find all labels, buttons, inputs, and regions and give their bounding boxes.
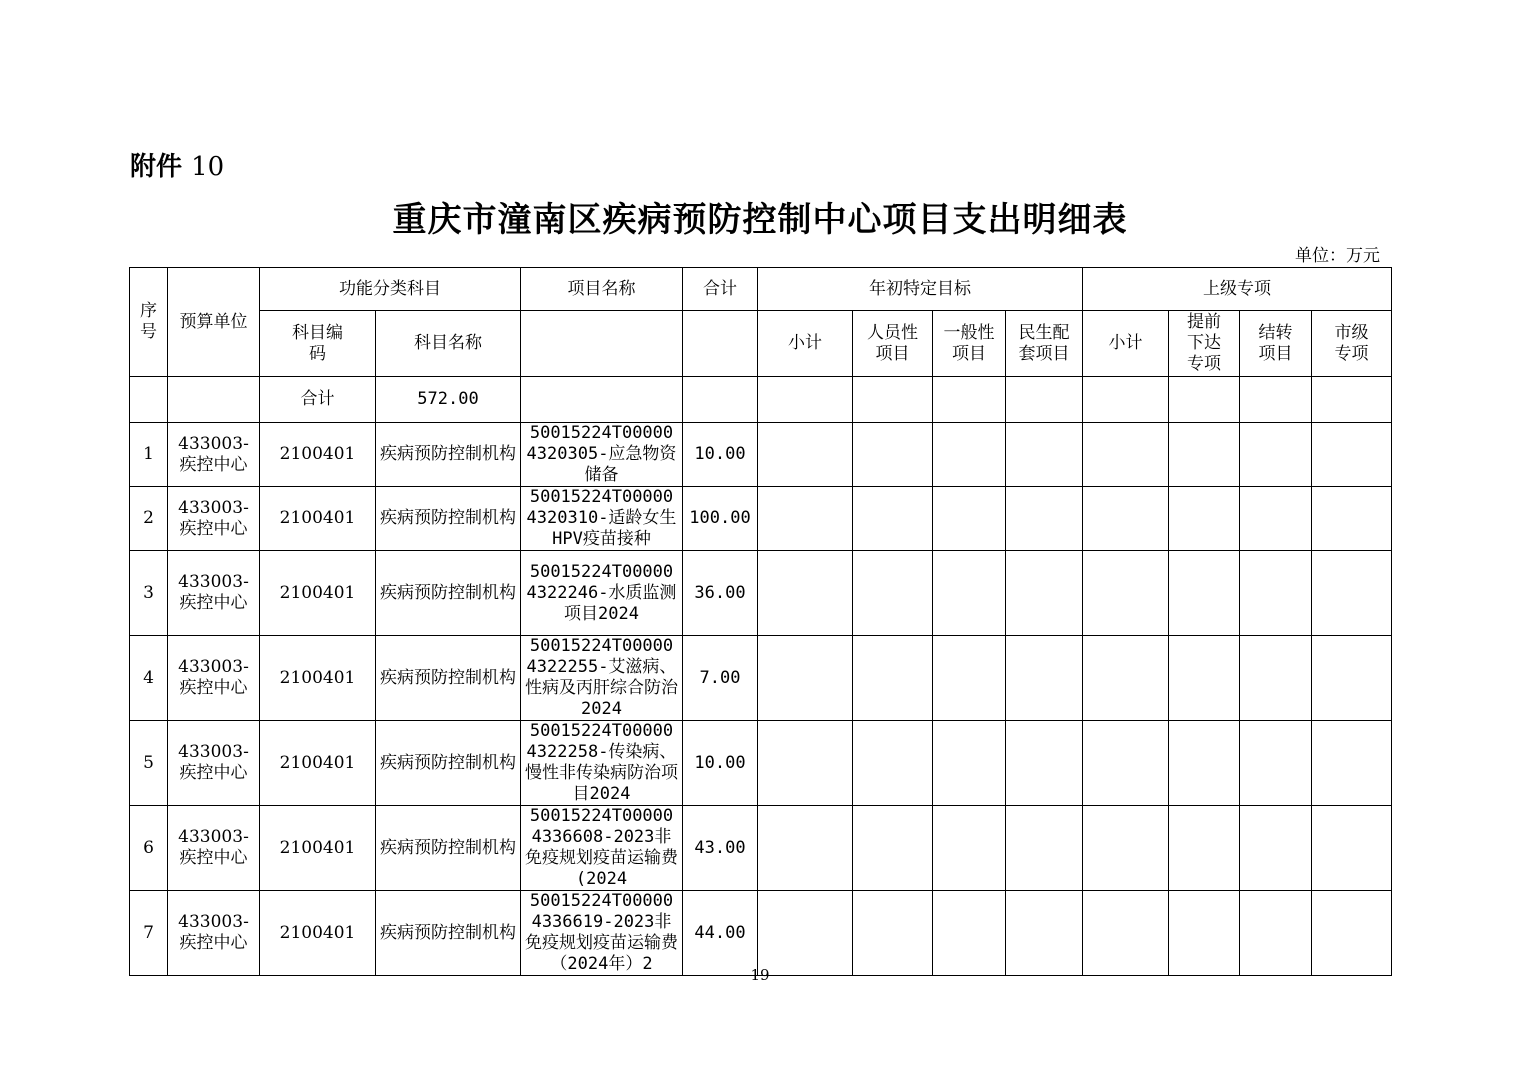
unit-label: 单位：万元 bbox=[1295, 246, 1380, 266]
row-amount: 7.00 bbox=[683, 636, 758, 721]
header-project-name: 项目名称 bbox=[521, 268, 683, 311]
row-seq: 5 bbox=[130, 721, 168, 806]
header-sp-advance: 提前下达专项 bbox=[1169, 311, 1240, 377]
table-row bbox=[130, 423, 1392, 487]
row-subject: 疾病预防控制机构 bbox=[376, 636, 521, 721]
expenditure-table bbox=[129, 267, 1392, 976]
attachment-number: 10 bbox=[191, 152, 225, 182]
header-superior: 上级专项 bbox=[1083, 268, 1392, 311]
table-row bbox=[130, 721, 1392, 806]
attachment-word: 附件 bbox=[130, 152, 183, 182]
row-code: 2100401 bbox=[260, 423, 376, 487]
header-subject-code: 科目编码 bbox=[260, 311, 376, 377]
row-project: 50015224T000004322258-传染病、慢性非传染病防治项目2024 bbox=[521, 721, 683, 806]
table-row bbox=[130, 551, 1392, 636]
row-subject: 疾病预防控制机构 bbox=[376, 487, 521, 551]
header-total: 合计 bbox=[683, 268, 758, 311]
header-at-livelihood: 民生配套项目 bbox=[1006, 311, 1083, 377]
row-project: 50015224T000004320305-应急物资储备 bbox=[521, 423, 683, 487]
header-project-blank bbox=[521, 311, 683, 377]
header-at-general: 一般性项目 bbox=[933, 311, 1006, 377]
row-subject: 疾病预防控制机构 bbox=[376, 423, 521, 487]
row-subject: 疾病预防控制机构 bbox=[376, 806, 521, 891]
header-annual-target: 年初特定目标 bbox=[758, 268, 1083, 311]
row-code: 2100401 bbox=[260, 487, 376, 551]
row-code: 2100401 bbox=[260, 721, 376, 806]
row-seq: 1 bbox=[130, 423, 168, 487]
row-subject: 疾病预防控制机构 bbox=[376, 891, 521, 976]
header-sp-carryover: 结转项目 bbox=[1240, 311, 1312, 377]
row-unit: 433003-疾控中心 bbox=[168, 551, 260, 636]
header-row-1 bbox=[130, 268, 1392, 311]
row-subject: 疾病预防控制机构 bbox=[376, 551, 521, 636]
row-amount: 44.00 bbox=[683, 891, 758, 976]
row-subject: 疾病预防控制机构 bbox=[376, 721, 521, 806]
row-unit: 433003-疾控中心 bbox=[168, 636, 260, 721]
row-project: 50015224T000004322246-水质监测项目2024 bbox=[521, 551, 683, 636]
total-label: 合计 bbox=[260, 377, 376, 423]
row-code: 2100401 bbox=[260, 551, 376, 636]
attachment-label bbox=[130, 146, 224, 183]
header-subject-name: 科目名称 bbox=[376, 311, 521, 377]
row-project: 50015224T000004322255-艾滋病、性病及丙肝综合防治2024 bbox=[521, 636, 683, 721]
header-row-2 bbox=[130, 311, 1392, 377]
row-seq: 4 bbox=[130, 636, 168, 721]
table-row bbox=[130, 806, 1392, 891]
page-number: 19 bbox=[750, 966, 770, 984]
row-amount: 10.00 bbox=[683, 423, 758, 487]
table-row bbox=[130, 487, 1392, 551]
row-seq: 2 bbox=[130, 487, 168, 551]
row-code: 2100401 bbox=[260, 636, 376, 721]
header-at-personnel: 人员性项目 bbox=[853, 311, 933, 377]
header-sp-subtotal: 小计 bbox=[1083, 311, 1169, 377]
table-row bbox=[130, 636, 1392, 721]
page-title: 重庆市潼南区疾病预防控制中心项目支出明细表 bbox=[392, 200, 1128, 240]
row-code: 2100401 bbox=[260, 891, 376, 976]
total-amount: 572.00 bbox=[376, 377, 521, 423]
row-project: 50015224T000004320310-适龄女生HPV疫苗接种 bbox=[521, 487, 683, 551]
row-amount: 100.00 bbox=[683, 487, 758, 551]
row-unit: 433003-疾控中心 bbox=[168, 721, 260, 806]
header-seq: 序号 bbox=[130, 268, 168, 377]
row-seq: 3 bbox=[130, 551, 168, 636]
row-unit: 433003-疾控中心 bbox=[168, 423, 260, 487]
header-at-subtotal: 小计 bbox=[758, 311, 853, 377]
header-sp-city: 市级专项 bbox=[1312, 311, 1392, 377]
row-code: 2100401 bbox=[260, 806, 376, 891]
total-row bbox=[130, 377, 1392, 423]
row-amount: 36.00 bbox=[683, 551, 758, 636]
row-unit: 433003-疾控中心 bbox=[168, 806, 260, 891]
header-func-class: 功能分类科目 bbox=[260, 268, 521, 311]
header-budget-unit: 预算单位 bbox=[168, 268, 260, 377]
header-total-blank bbox=[683, 311, 758, 377]
row-amount: 10.00 bbox=[683, 721, 758, 806]
row-project: 50015224T000004336619-2023非免疫规划疫苗运输费（2024年）2 bbox=[521, 891, 683, 976]
row-unit: 433003-疾控中心 bbox=[168, 891, 260, 976]
table-row bbox=[130, 891, 1392, 976]
row-project: 50015224T000004336608-2023非免疫规划疫苗运输费(2024 bbox=[521, 806, 683, 891]
row-seq: 7 bbox=[130, 891, 168, 976]
row-amount: 43.00 bbox=[683, 806, 758, 891]
row-seq: 6 bbox=[130, 806, 168, 891]
row-unit: 433003-疾控中心 bbox=[168, 487, 260, 551]
